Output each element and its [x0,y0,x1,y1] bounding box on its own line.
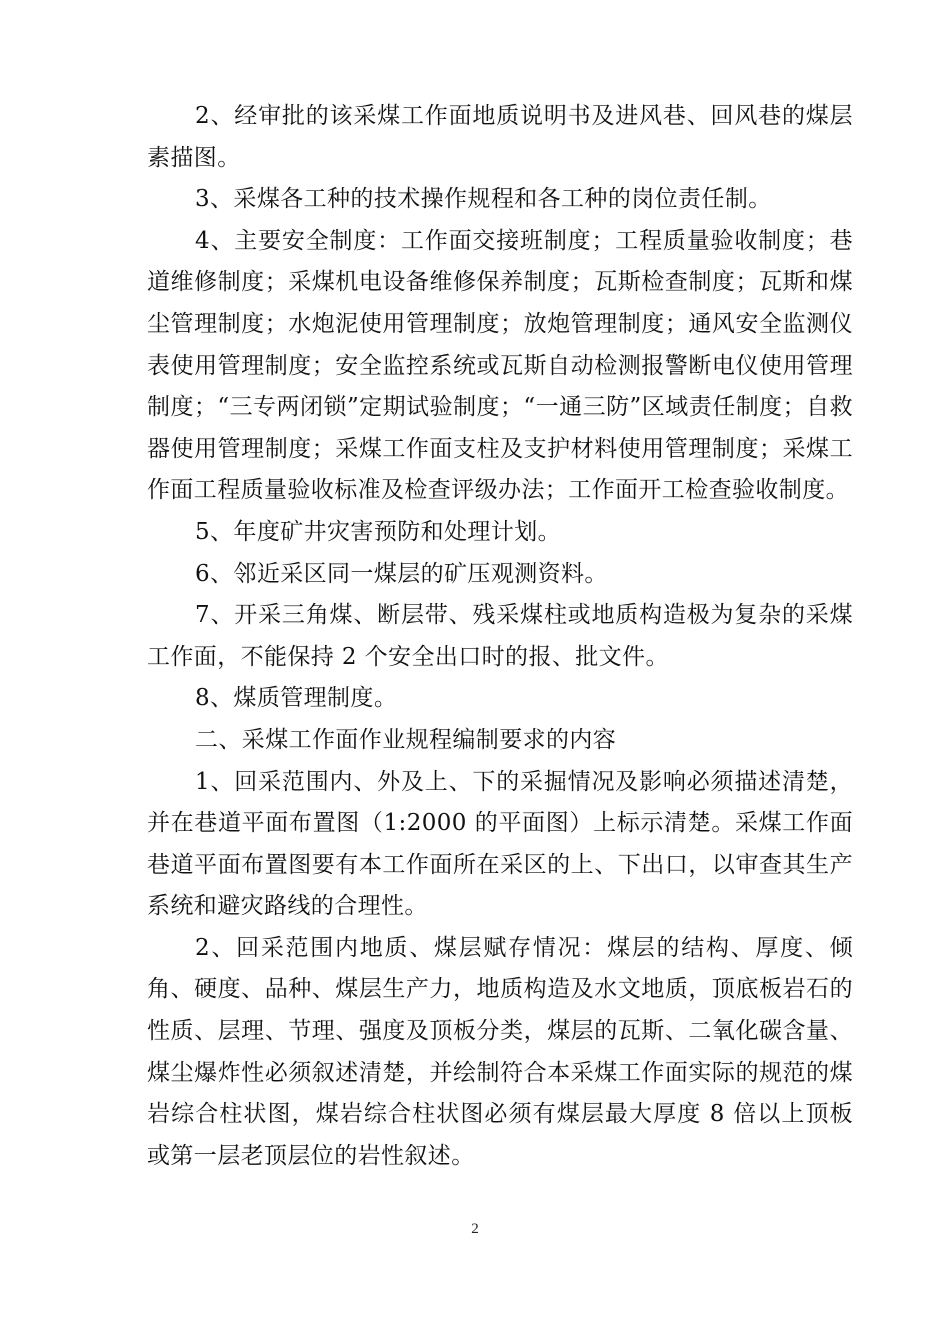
document-body [147,96,853,1177]
paragraph-item-4-safety-rules: 4、主要安全制度：工作面交接班制度；工程质量验收制度；巷道维修制度；采煤机电设备维修保养制度；瓦斯检查制度；瓦斯和煤尘管理制度；水炮泥使用管理制度；放炮管理制度；通风安全监测仪表使用管理制度；安全监控系统或瓦斯自动检测报警断电仪使用管理制度；“三专两闭锁”定期试验制度；“一通三防”区域责任制度；自救器使用管理制度；采煤工作面支柱及支护材料使用管理制度；采煤工作面工程质量验收标准及检查评级办法；工作面开工检查验收制度。 [147,227,853,504]
paragraph-item-8: 8、煤质管理制度。 [195,685,398,712]
page-number: 2 [471,1221,479,1237]
paragraph-item-2: 2、经审批的该采煤工作面地质说明书及进风巷、回风巷的煤层素描图。 [147,103,853,171]
paragraph-item-6: 6、邻近采区同一煤层的矿压观测资料。 [195,560,608,587]
paragraph-section2-item-1: 1、回采范围内、外及上、下的采掘情况及影响必须描述清楚，并在巷道平面布置图（1:2000 的平面图）上标示清楚。采煤工作面巷道平面布置图要有本工作面所在采区的上、下出口，以审查其生产系统和避灾路线的合理性。 [147,768,853,920]
paragraph-item-3: 3、采煤各工种的技术操作规程和各工种的岗位责任制。 [195,186,772,213]
paragraph-section2-item-2: 2、回采范围内地质、煤层赋存情况：煤层的结构、厚度、倾角、硬度、品种、煤层生产力，地质构造及水文地质，顶底板岩石的性质、层理、节理、强度及顶板分类，煤层的瓦斯、二氧化碳含量、煤尘爆炸性必须叙述清楚，并绘制符合本采煤工作面实际的规范的煤岩综合柱状图，煤岩综合柱状图必须有煤层最大厚度 8 倍以上顶板或第一层老顶层位的岩性叙述。 [147,934,853,1169]
paragraph-item-5: 5、年度矿井灾害预防和处理计划。 [195,518,562,545]
paragraph-item-7: 7、开采三角煤、断层带、残采煤柱或地质构造极为复杂的采煤工作面，不能保持 2 个安全出口时的报、批文件。 [147,602,853,670]
section-heading-2: 二、采煤工作面作业规程编制要求的内容 [195,726,617,753]
